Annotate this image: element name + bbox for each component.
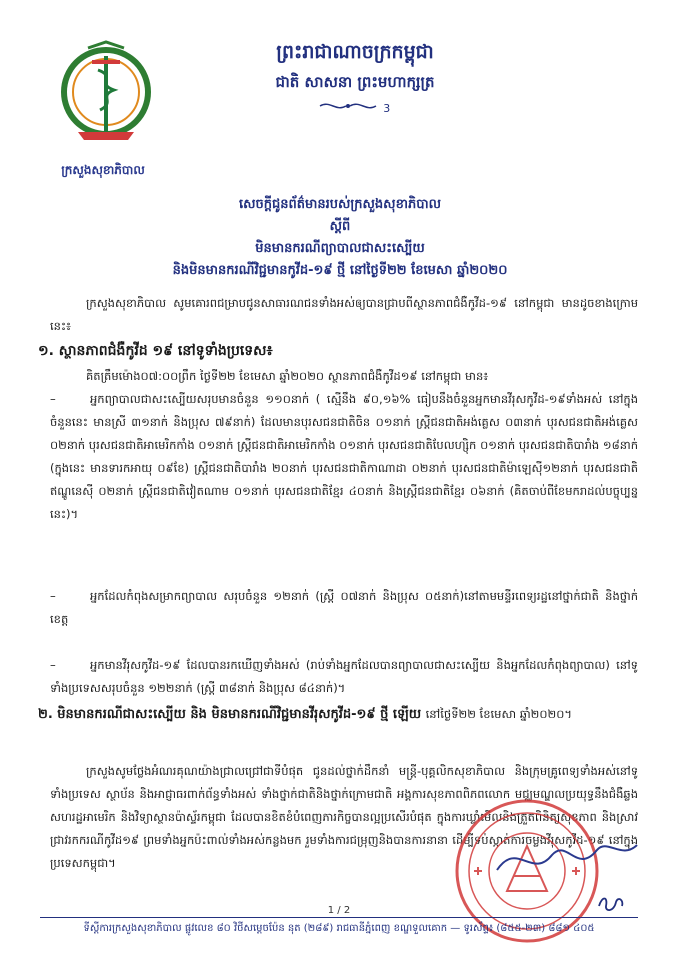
press-release-title: សេចក្តីជូនព័ត៌មានរបស់ក្រសួងសុខាភិបាល [239, 197, 441, 212]
section-1-lead: គិតត្រឹមម៉ោង០៧:០០ព្រឹក ថ្ងៃទី២២ ខែមេសា ឆ្នាំ២០២០ ស្ថានភាពជំងឺកូវីដ១៩ នៅកម្ពុជា មាន៖ [86, 369, 489, 383]
bullet-under-treatment [50, 585, 638, 631]
kingdom-heading: ព្រះរាជាណាចក្រកម្ពុជា [276, 41, 434, 63]
bullet-text: អ្នកដែលកំពុងសម្រាកព្យាបាល សរុបចំនួន ១២នាក់ (ស្រ្តី ០៧នាក់ និងប្រុស ០៥នាក់)នៅតាមមន្ទីរពេទ្យរដ្ឋនៅថ្នាក់ជាតិ និងថ្នាក់ខេត្ត [50, 589, 638, 626]
section-2-heading-tail: នៅថ្ងៃទី២២ ខែមេសា ឆ្នាំ២០២០។ [425, 707, 572, 721]
bullet-dash: – [50, 392, 56, 406]
title-subject-recovered: មិនមានករណីព្យាបាលជាសះស្បើយ [255, 241, 425, 256]
section-2-body: ក្រសួងសូមថ្លែងអំណរគុណយ៉ាងជ្រាលជ្រៅជាទីបំផុត ជូនដល់ថ្នាក់ដឹកនាំ មន្ត្រី-បុគ្គលិកសុខាភិបាល និងក្រុមគ្រូពេទ្យទាំងអស់នៅទូទាំងប្រទេស ស្ថាប័ន និងអាជ្ញាធរពាក់ព័ន្ធទាំងអស់ ទាំងថ្នាក់ជាតិនិងថ្នាក់ក្រោមជាតិ អង្គការសុខភាពពិភពលោក មជ្ឈមណ្ឌលប្រយុទ្ធនឹងជំងឺឆ្លងសហរដ្ឋអាមេរិក និងវិទ្យាស្ថានប៉ាស្ទ័រកម្ពុជា ដែលបានខិតខំបំពេញភារកិច្ចបានល្អប្រសើរបំផុត ក្នុងការឃ្លាំមើលនិងត្រួតពិនិត្យសុខភាព និងស្រាវជ្រាវរកករណីកូវីដ១៩ ព្រមទាំងអ្នកប៉ះពាល់ទាំងអស់កន្លងមក រួមទាំងការជម្រុញនិងបានការនានា ដើម្បីទប់ស្កាត់ការចម្លងវីរុសកូវីដ-១៩ នៅក្នុងប្រទេសកម្ពុជា។ [50, 764, 638, 870]
footer-divider [40, 917, 638, 918]
section-2-heading-main: ២. មិនមានករណីជាសះស្បើយ និង មិនមានករណីវិជ្ជមានវីរុសកូវីដ-១៩ ថ្មី ឡើយ [38, 707, 422, 722]
bullet-dash: – [50, 658, 56, 672]
bullet-text: អ្នកមានវីរុសកូវីដ-១៩ ដែលបានរកឃើញទាំងអស់ (រាប់ទាំងអ្នកដែលបានព្យាបាលជាសះស្បើយ និងអ្នកដែលកំពុងព្យាបាល) នៅទូទាំងប្រទេសសរុបចំនួន ១២២នាក់ (ស្រ្តី ៣៨នាក់ និងប្រុស ៨៤នាក់)។ [50, 658, 638, 695]
ornament-flourish-icon [318, 100, 378, 112]
ornament-digit: 3 [383, 102, 393, 115]
footer-address: ទីស្តីការក្រសួងសុខាភិបាល ផ្លូវលេខ ៨០ វិថីសម្តេចប៉ែន នុត (២៨៩) រាជធានីភ្នំពេញ ខណ្ឌទួលគោក — ទូរស័ព្ទ៖ (៨៥៥-២៣) ៨៨១ ៤០៥ [83, 923, 595, 934]
bullet-text: អ្នកព្យាបាលជាសះស្បើយសរុបមានចំនួន ១១០នាក់ ( ស្មើនឹង ៩០,១៦% ធៀបនឹងចំនួនអ្នកមានវីរុសកូវីដ-១៩ទាំងអស់ នៅក្នុងចំនួននេះ មានស្រី ៣១នាក់ និងប្រុស ៧៩នាក់) ដែលមានបុរសជនជាតិចិន ០១នាក់ ស្រ្តីជនជាតិអង់គ្លេស ០៣នាក់ បុរសជនជាតិអង់គ្លេស ០២នាក់ បុរសជនជាតិអាមេរិកកាំង ០១នាក់ ស្រ្តីជនជាតិអាមេរិកកាំង ០១នាក់ បុរសជនជាតិបែលហ្ស៊ិក ០១នាក់ បុរសជនជាតិបារាំង ១៨នាក់ (ក្នុងនេះ មានទារកអាយុ ០៩ខែ) ស្រ្តីជនជាតិបារាំង ២០នាក់ បុរសជនជាតិកាណាដា ០២នាក់ បុរសជនជាតិម៉ាឡេស៊ី១២នាក់ បុរសជនជាតិឥណ្ឌូនេស៊ី ០២នាក់ ស្រ្តីជនជាតិវៀតណាម ០១នាក់ បុរសជនជាតិខ្មែរ ៤០នាក់ និងស្រ្តីជនជាតិខ្មែរ ០៦នាក់ (គិតចាប់ពីខែមករាដល់បច្ចុប្បន្ននេះ)។ [50, 392, 638, 521]
section-1-heading: ១. ស្ថានភាពជំងឺកូវីដ ១៩ នៅទូទាំងប្រទេស៖ [38, 343, 273, 359]
header-ornament [215, 100, 495, 115]
title-subject-new-cases: និងមិនមានករណីវិជ្ជមានកូវីដ-១៩ ថ្មី នៅថ្ងៃទី២២ ខែមេសា ឆ្នាំ២០២០ [172, 263, 508, 278]
bullet-dash: – [50, 589, 56, 603]
national-motto: ជាតិ សាសនា ព្រះមហាក្សត្រ [275, 73, 435, 91]
signature-icon [492, 830, 642, 890]
bullet-recovered-total [50, 388, 638, 526]
initials-mark-icon [596, 894, 626, 914]
intro-paragraph: ក្រសួងសុខាភិបាល សូមគោរពជម្រាបជូនសាធារណជនទាំងអស់ឲ្យបានជ្រាបពីស្ថានភាពជំងឺកូវីដ-១៩ នៅកម្ពុជា មានដូចខាងក្រោមនេះ៖ [50, 296, 638, 333]
section-2-heading [38, 702, 638, 727]
ministry-logo-icon [58, 40, 154, 150]
page-number: 1 / 2 [327, 905, 351, 916]
bullet-total-cases [50, 654, 638, 700]
title-regarding: ស្តីពី [329, 219, 351, 234]
ministry-name: ក្រសួងសុខាភិបាល [61, 163, 145, 177]
